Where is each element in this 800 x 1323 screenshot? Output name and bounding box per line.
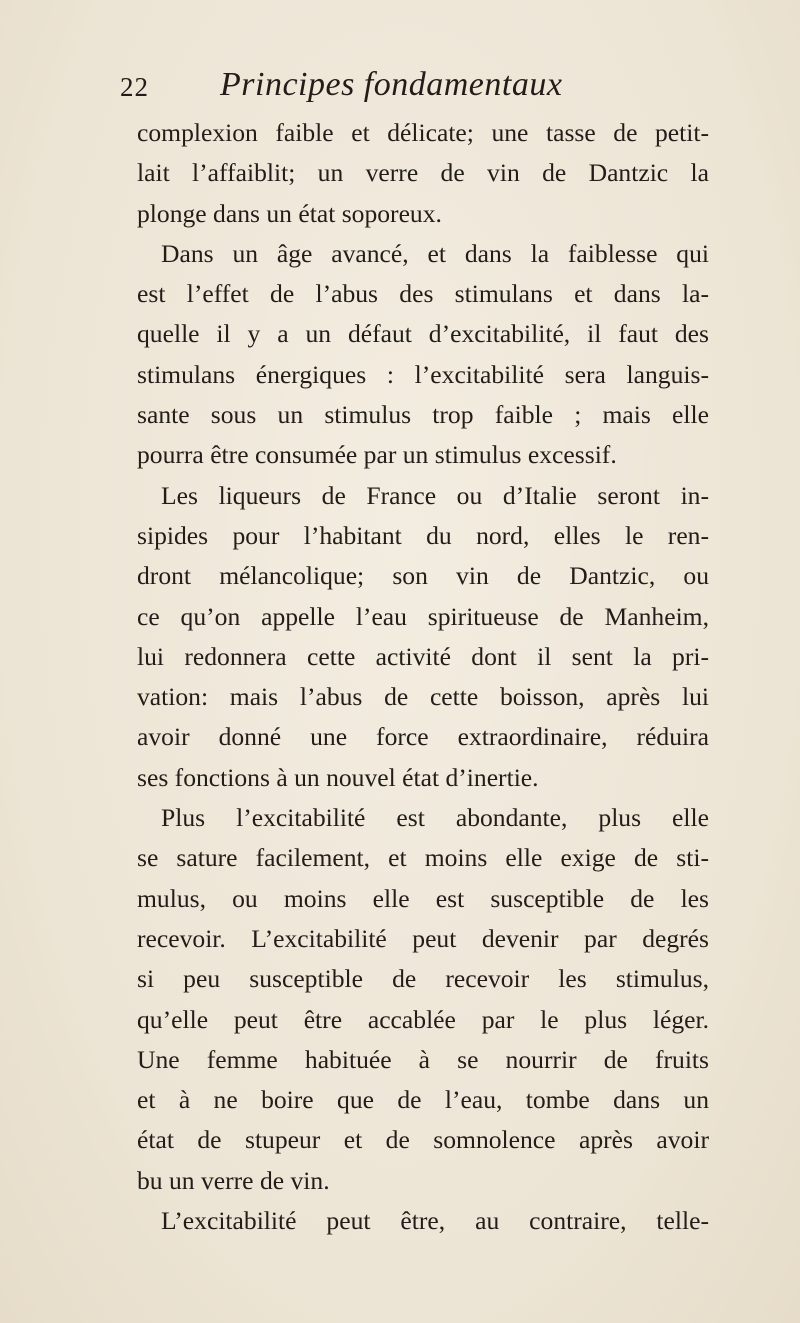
running-title: Principes fondamentaux — [220, 66, 563, 103]
text-line: sipides pour l’habitant du nord, elles le ren- — [137, 520, 709, 550]
text-line: L’excitabilité peut être, au contraire, telle- — [161, 1206, 709, 1236]
text-line: stimulans énergiques : l’excitabilité sera languis- — [137, 359, 709, 389]
text-line: recevoir. L’excitabilité peut devenir par degrés — [137, 923, 709, 953]
text-line: si peu susceptible de recevoir les stimulus, — [137, 964, 709, 994]
text-line: Une femme habituée à se nourrir de fruits — [137, 1044, 709, 1074]
text-line: se sature facilement, et moins elle exige de sti- — [137, 843, 709, 873]
text-line: avoir donné une force extraordinaire, réduira — [137, 722, 709, 752]
body-text — [137, 113, 709, 1241]
text-line: qu’elle peut être accablée par le plus léger. — [137, 1004, 709, 1034]
text-line: est l’effet de l’abus des stimulans et dans la- — [137, 279, 709, 309]
text-line: lui redonnera cette activité dont il sent la pri- — [137, 641, 709, 671]
text-line: lait l’affaiblit; un verre de vin de Dantzic la — [137, 158, 709, 188]
text-line: vation: mais l’abus de cette boisson, après lui — [137, 682, 709, 712]
text-line: bu un verre de vin. — [137, 1165, 330, 1195]
page-number: 22 — [120, 72, 149, 102]
text-line: sante sous un stimulus trop faible ; mais elle — [137, 400, 709, 430]
text-line: Plus l’excitabilité est abondante, plus elle — [161, 803, 709, 833]
text-line: et à ne boire que de l’eau, tombe dans un — [137, 1085, 709, 1115]
text-line: Dans un âge avancé, et dans la faiblesse qui — [161, 238, 709, 268]
text-line: pourra être consumée par un stimulus excessif. — [137, 440, 617, 470]
text-line: dront mélancolique; son vin de Dantzic, ou — [137, 561, 709, 591]
text-line: quelle il y a un défaut d’excitabilité, il faut des — [137, 319, 709, 349]
text-line: plonge dans un état soporeux. — [137, 198, 442, 228]
text-line: Les liqueurs de France ou d’Italie seront in- — [161, 480, 709, 510]
text-line: ses fonctions à un nouvel état d’inertie. — [137, 762, 539, 792]
text-line: mulus, ou moins elle est susceptible de les — [137, 883, 709, 913]
page-header — [120, 62, 700, 110]
text-line: état de stupeur et de somnolence après avoir — [137, 1125, 709, 1155]
text-line: ce qu’on appelle l’eau spiritueuse de Manheim, — [137, 601, 709, 631]
text-line: complexion faible et délicate; une tasse de petit- — [137, 118, 709, 147]
